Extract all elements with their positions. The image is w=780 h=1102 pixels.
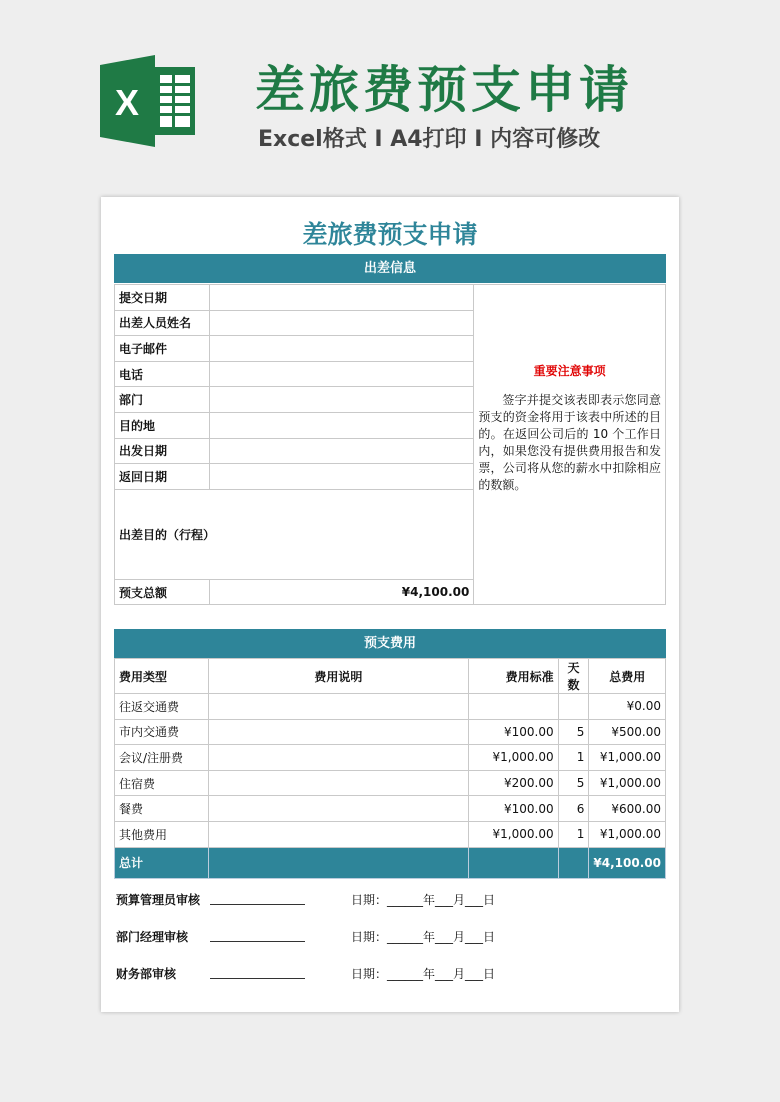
table-cell[interactable]: 往返交通费 — [115, 694, 209, 720]
svg-text:X: X — [114, 82, 140, 123]
table-cell[interactable] — [468, 694, 558, 720]
notice-text: 签字并提交该表即表示您同意预支的资金将用于该表中所述的目的。在返回公司后的 10 个工作日内，如果您没有提供费用报告和发票，公司将从您的薪水中扣除相应的数额。 — [478, 393, 661, 492]
table-cell[interactable] — [208, 770, 468, 796]
total-value: ¥4,100.00 — [209, 579, 474, 605]
signature-date[interactable]: 日期：______年___月___日 — [351, 967, 496, 981]
table-cell[interactable]: ¥600.00 — [589, 796, 666, 822]
field-input[interactable] — [209, 285, 474, 311]
field-input[interactable] — [209, 438, 474, 464]
table-cell[interactable]: 市内交通费 — [115, 719, 209, 745]
table-cell[interactable] — [208, 745, 468, 771]
signature-line[interactable] — [210, 897, 305, 905]
column-header: 总费用 — [589, 659, 666, 694]
table-cell[interactable]: ¥100.00 — [468, 796, 558, 822]
column-header: 费用说明 — [208, 659, 468, 694]
field-label: 返回日期 — [115, 464, 210, 490]
expenses-table — [114, 658, 666, 879]
field-input[interactable] — [209, 464, 474, 490]
field-label: 电子邮件 — [115, 336, 210, 362]
field-label: 提交日期 — [115, 285, 210, 311]
field-input[interactable] — [209, 310, 474, 336]
field-label: 出差人员姓名 — [115, 310, 210, 336]
field-input[interactable] — [209, 387, 474, 413]
grand-total-value: ¥4,100.00 — [589, 847, 666, 878]
table-cell[interactable]: ¥1,000.00 — [589, 821, 666, 847]
signature-line[interactable] — [210, 934, 305, 942]
table-row — [115, 745, 666, 771]
notice-box — [474, 285, 666, 605]
signature-label: 财务部审核 — [116, 967, 177, 981]
column-header: 费用标准 — [468, 659, 558, 694]
field-label: 目的地 — [115, 412, 210, 438]
signature-label: 预算管理员审核 — [116, 893, 201, 907]
table-cell[interactable]: ¥1,000.00 — [468, 745, 558, 771]
section-header-expenses: 预支费用 — [114, 629, 666, 658]
table-row — [115, 796, 666, 822]
table-cell[interactable]: 5 — [558, 719, 589, 745]
travel-info-table — [114, 284, 666, 605]
table-cell[interactable]: ¥200.00 — [468, 770, 558, 796]
table-cell[interactable] — [208, 796, 468, 822]
signature-date[interactable]: 日期：______年___月___日 — [351, 930, 496, 944]
table-row — [115, 719, 666, 745]
total-label: 预支总额 — [115, 579, 210, 605]
signature-date[interactable]: 日期：______年___月___日 — [351, 893, 496, 907]
signature-line[interactable] — [210, 971, 305, 979]
signature-label: 部门经理审核 — [116, 930, 189, 944]
field-label: 出发日期 — [115, 438, 210, 464]
grand-total-label: 总计 — [115, 847, 209, 878]
field-input[interactable] — [209, 361, 474, 387]
table-cell[interactable]: ¥100.00 — [468, 719, 558, 745]
column-header: 费用类型 — [115, 659, 209, 694]
table-cell[interactable] — [208, 821, 468, 847]
table-cell[interactable]: 餐费 — [115, 796, 209, 822]
table-cell[interactable]: 6 — [558, 796, 589, 822]
table-cell[interactable]: 1 — [558, 821, 589, 847]
table-cell[interactable]: ¥1,000.00 — [468, 821, 558, 847]
table-cell[interactable] — [208, 719, 468, 745]
excel-logo-icon — [100, 55, 198, 147]
table-cell[interactable]: 5 — [558, 770, 589, 796]
table-cell[interactable]: ¥0.00 — [589, 694, 666, 720]
doc-title: 差旅费预支申请 — [302, 220, 478, 249]
section-header-travel-info: 出差信息 — [114, 254, 666, 283]
field-input[interactable] — [209, 412, 474, 438]
document-page — [101, 197, 679, 1012]
field-label: 部门 — [115, 387, 210, 413]
table-row — [115, 770, 666, 796]
table-cell[interactable]: ¥500.00 — [589, 719, 666, 745]
column-header: 天数 — [558, 659, 589, 694]
banner-title: 差旅费预支申请 — [255, 61, 633, 119]
field-input[interactable] — [209, 336, 474, 362]
field-label: 电话 — [115, 361, 210, 387]
purpose-field[interactable]: 出差目的（行程） — [115, 489, 474, 579]
table-row — [115, 821, 666, 847]
table-cell[interactable]: 1 — [558, 745, 589, 771]
table-cell[interactable]: ¥1,000.00 — [589, 745, 666, 771]
table-cell[interactable]: 住宿费 — [115, 770, 209, 796]
table-cell[interactable]: 会议/注册费 — [115, 745, 209, 771]
notice-title: 重要注意事项 — [533, 364, 606, 378]
table-cell[interactable]: 其他费用 — [115, 821, 209, 847]
table-cell[interactable]: ¥1,000.00 — [589, 770, 666, 796]
table-cell[interactable] — [208, 694, 468, 720]
table-cell[interactable] — [558, 694, 589, 720]
banner-subtitle: Excel格式 I A4打印 I 内容可修改 — [258, 127, 601, 152]
table-row — [115, 694, 666, 720]
